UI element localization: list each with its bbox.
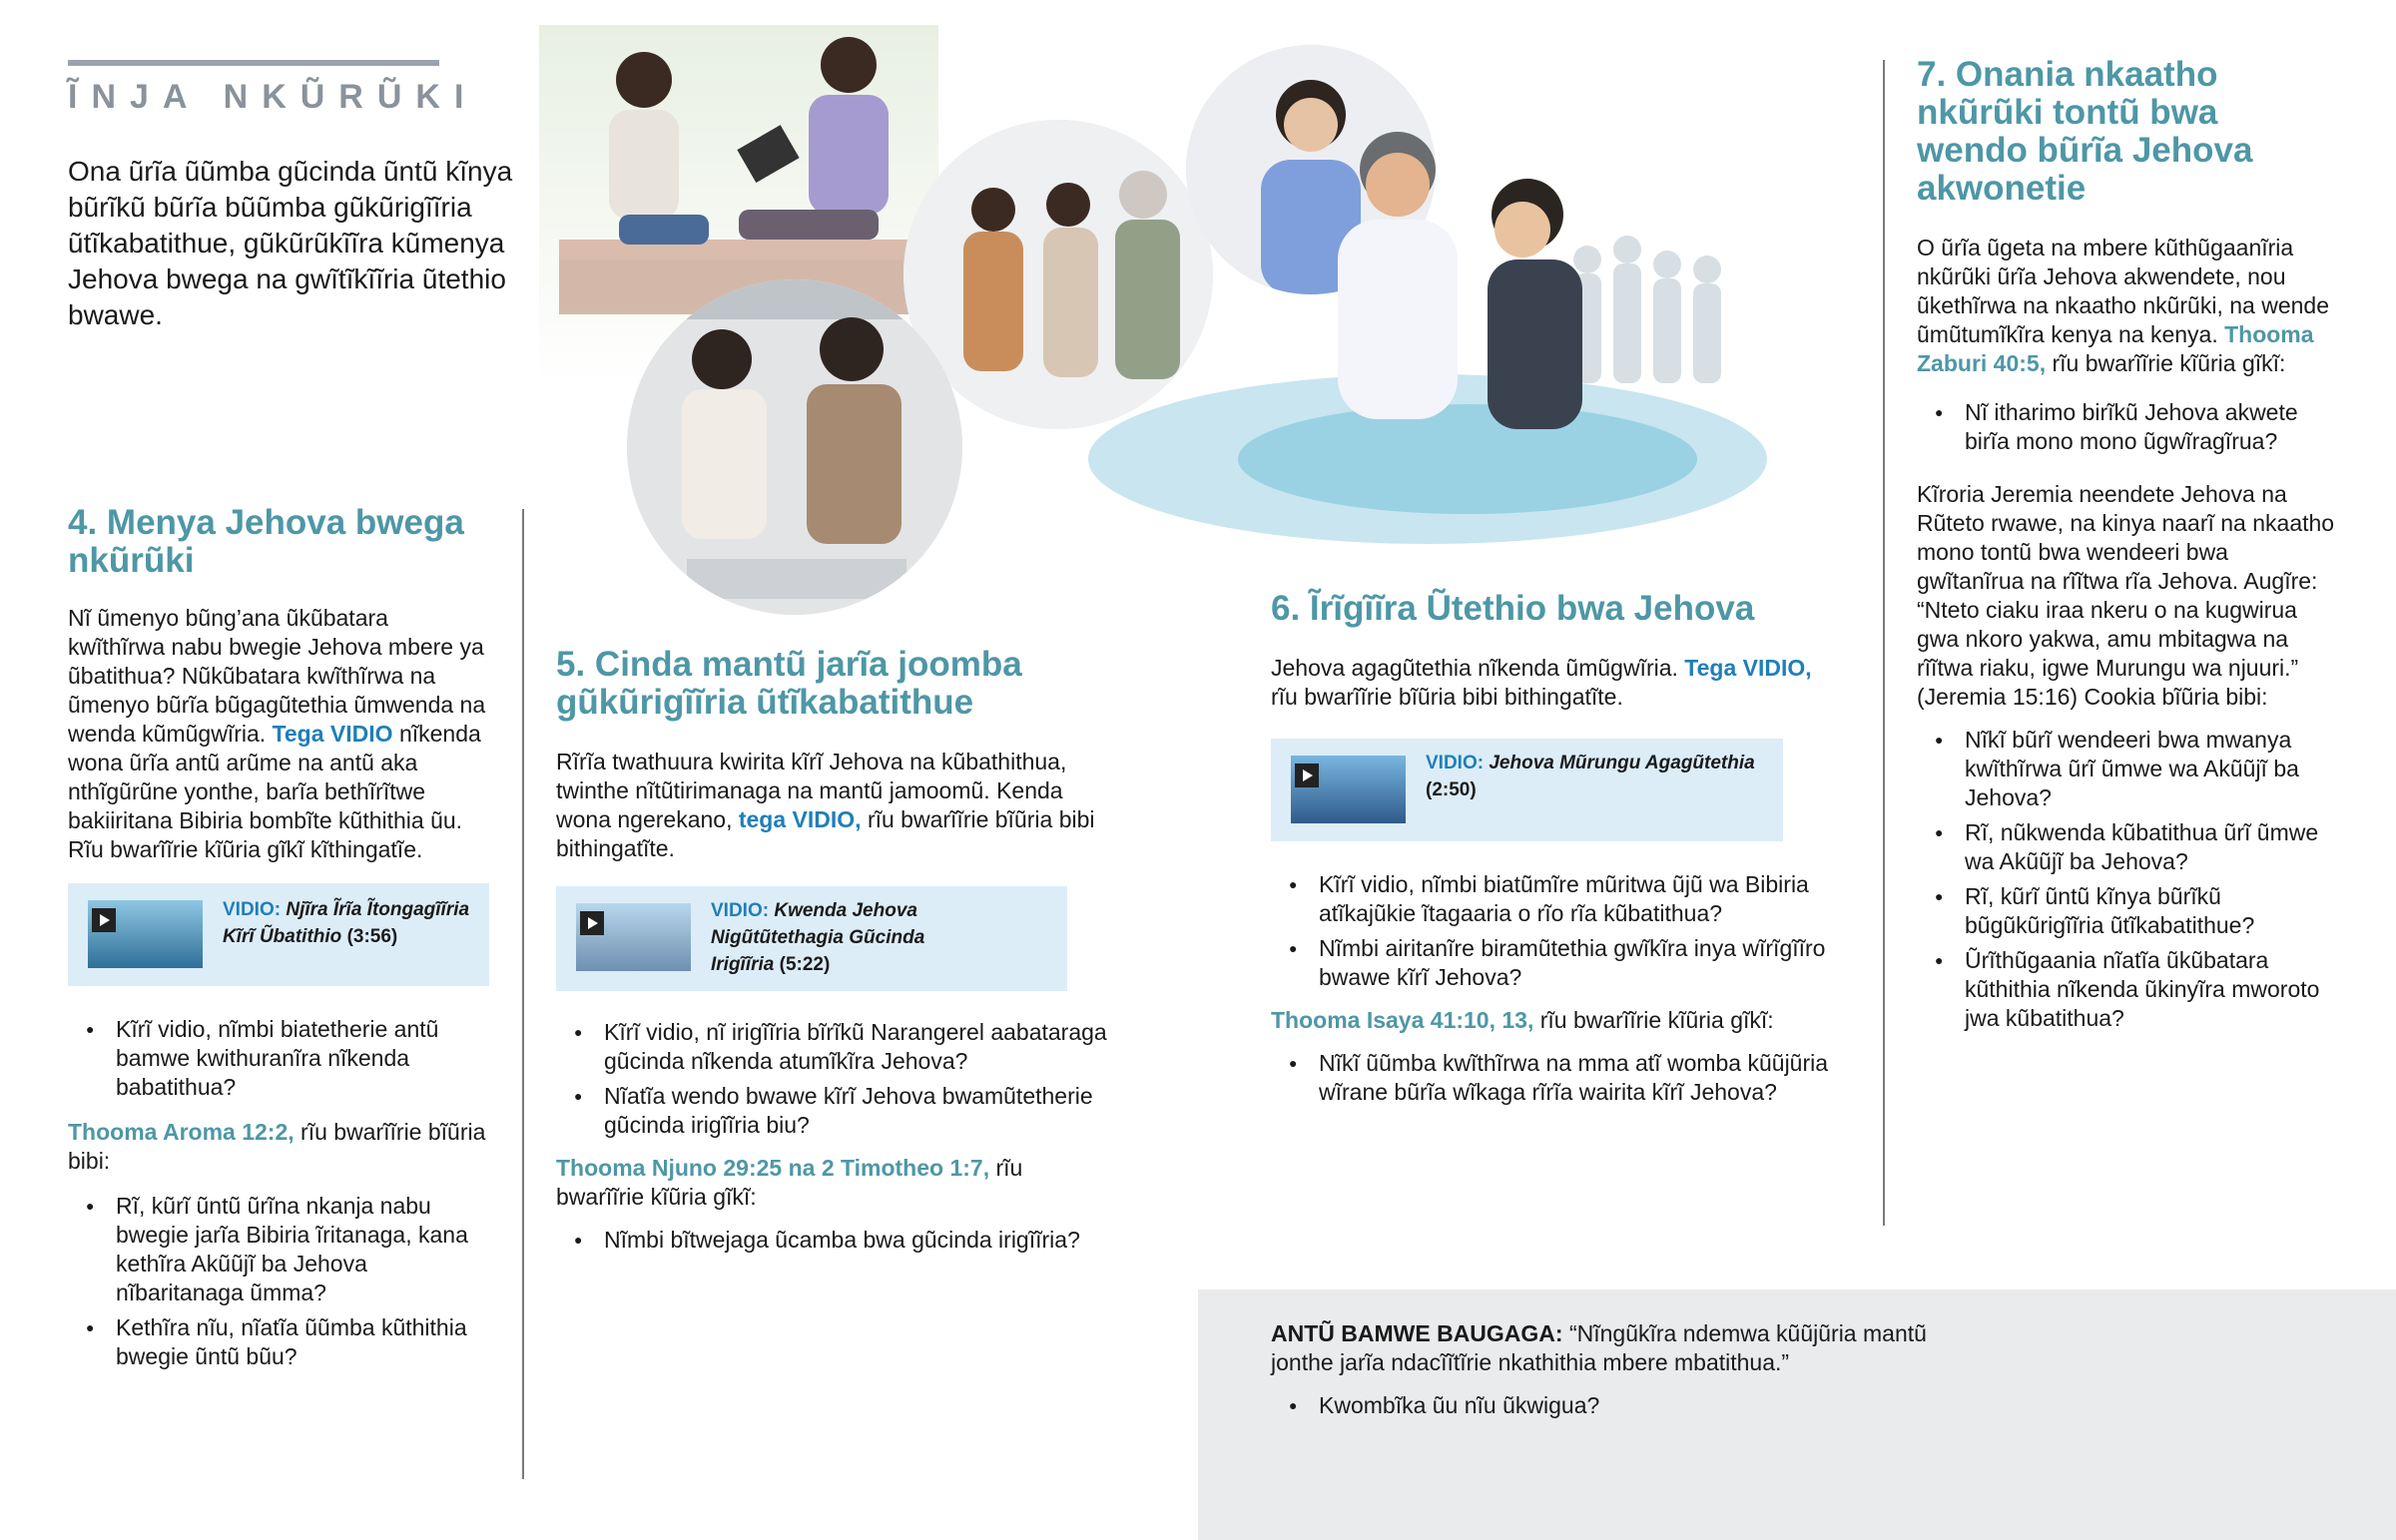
section-6-paragraph [1271,654,1830,712]
video-title: Njĩra Ĩrĩa Ĩtongagĩĩria Kĩrĩ Ũbatithio [223,899,470,947]
scripture-link[interactable]: Thooma Zaburi 40:5, [1917,321,2314,376]
section-4-title: 4. Menya Jehova bwega nkũrũki [68,503,464,580]
question-item: ● Rĩ, kũrĩ ũntũ ũrĩna nkanja nabu bwegie jarĩa Bibiria ĩritanaga, kana kethĩra Akũũjĩ ba Jehova nĩbaritanaga ũmma? [68,1192,487,1307]
header-rule [68,60,439,66]
play-icon[interactable] [580,911,604,935]
question-item: ● Rĩ, kũrĩ ũntũ kĩnya bũrĩkũ bũgũkũrigĩĩria ũtĩkabatithue? [1917,882,2336,940]
section-6-questions [1271,870,1850,1113]
section-5-paragraph [556,748,1115,863]
some-say-quote [1271,1319,1970,1377]
section-6 [1271,590,1830,712]
video-title: Jehova Mũrungu Agagũtethia [1489,753,1755,773]
section-4-video-link[interactable]: Tega VIDIO [272,721,393,747]
section-6-video-card[interactable] [1271,739,1783,841]
some-say-label: ANTŨ BAMWE BAUGAGA: [1271,1320,1563,1346]
section-7-title: 7. Onania nkaatho nkũrũki tontũ bwa wendo bũrĩa Jehova akwonetie [1917,55,2253,208]
video-caption [1426,750,1765,803]
section-4-video-card[interactable] [68,883,489,986]
section-5-title: 5. Cinda mantũ jarĩa joomba gũkũrigĩĩria ũtĩkabatithue [556,645,1022,722]
video-thumbnail [576,903,691,971]
question-item: ● Nĩ itharimo birĩkũ Jehova akwete birĩa mono mono ũgwĩragĩrua? [1917,398,2336,456]
some-say-box [1198,1289,2396,1540]
page-title: ĨNJA NKŨRŨKI [68,78,478,116]
video-title: Kwenda Jehova Nigũtũtethagia Gũcinda Irigĩĩria [711,900,925,975]
question-item: ● Kethĩra nĩu, nĩatĩa ũũmba kũthithia bwegie ũntũ bũu? [68,1313,487,1371]
question-item: ● Rĩ, nũkwenda kũbatithua ũrĩ ũmwe wa Akũũjĩ ba Jehova? [1917,818,2336,876]
read-instruction-text: rĩu bwarĩĩrie bĩũria bibi: [68,1119,486,1174]
question-item: ● Kĩrĩ vidio, nĩmbi biatetherie antũ bamwe kwithuranĩra nĩkenda babatithua? [68,1015,487,1102]
section-6-video-link[interactable]: Tega VIDIO, [1684,655,1812,681]
column-divider [1883,60,1885,1226]
question-item: ● Kĩrĩ vidio, nĩ irigĩĩria bĩrĩkũ Narangerel aabataraga gũcinda nĩkenda atumĩkĩra Jehova? [556,1018,1115,1076]
scripture-link[interactable]: Thooma Isaya 41:10, 13, [1271,1007,1534,1033]
scripture-link[interactable]: Thooma Aroma 12:2, [68,1119,295,1145]
video-caption [711,897,940,978]
video-label: VIDIO: [223,899,282,920]
play-icon[interactable] [1295,764,1319,787]
section-5-text: Rĩrĩa twathuura kwirita kĩrĩ Jehova na kũbathithua, twinthe nĩtũtirimanaga na mantũ jamoomũ. Kenda wona ngerekano, [556,749,1067,832]
section-4-text: Nĩ ũmenyo bũng’ana ũkũbatara kwĩthĩrwa nabu bwegie Jehova mbere ya ũbatithua? Nũkũbatara kwĩthĩrwa na ũmenyo bũrĩa bũgagũtethia ũmwenda na wenda kũmũgwĩria. [68,605,486,747]
section-5-video-card[interactable] [556,886,1067,991]
read-instruction-text: rĩu bwarĩĩrie kĩũria gĩkĩ: [556,1155,1023,1210]
video-label: VIDIO: [711,900,770,921]
section-5-video-link[interactable]: tega VIDIO, [738,806,862,832]
read-instruction [556,1154,1115,1212]
video-label: VIDIO: [1426,753,1485,773]
read-instruction-text: rĩu bwarĩĩrie kĩũria gĩkĩ: [1539,1007,1774,1033]
video-thumbnail [1291,756,1406,823]
read-instruction [1271,1006,1850,1035]
video-caption [223,896,477,950]
question-item: ● Kwombĩka ũu nĩu ũkwigua? [1271,1391,1970,1420]
section-6-title: 6. Ĩrĩgĩĩra Ũtethio bwa Jehova [1271,589,1755,628]
question-item: ● Nĩatĩa wendo bwawe kĩrĩ Jehova bwamũtetherie gũcinda irigĩĩria biu? [556,1082,1115,1140]
section-5 [556,646,1115,863]
section-5-text-cont: rĩu bwarĩĩrie bĩũria bibi bithingatĩte. [556,806,1095,861]
section-4-text-cont: nĩkenda wona ũrĩa antũ arũme na antũ aka nthĩgũrũne yonthe, barĩa bethĩrĩtwe bakiiritana Bibiria bombĩte kũthithia ũu. Rĩu bwarĩĩrie kĩũria gĩkĩ kĩthingatĩe. [68,721,481,862]
scripture-link[interactable]: Thooma Njuno 29:25 na 2 Timotheo 1:7, [556,1155,990,1181]
illustration-baptism [1068,130,1787,579]
question-item: ● Nĩmbi bĩtwejaga ũcamba bwa gũcinda irigĩĩria? [556,1226,1115,1255]
question-item: ● Nĩkĩ ũũmba kwĩthĩrwa na mma atĩ womba kũũjũria wĩrane bũrĩa wĩkaga rĩrĩa wairita kĩrĩ Jehova? [1271,1049,1850,1107]
section-7-paragraph [1917,234,2336,378]
section-7 [1917,56,2336,1039]
section-4-questions [68,1015,487,1377]
intro-text: Ona ũrĩa ũũmba gũcinda ũntũ kĩnya bũrĩkũ bũrĩa bũũmba gũkũrigĩĩria ũtĩkabatithue, gũkũrũkĩĩra kũmenya Jehova bwega na gwĩtĩkĩĩria ũtethio bwawe. [68,156,513,330]
video-duration: (5:22) [779,954,831,975]
column-divider [522,509,524,1479]
read-instruction [68,1118,487,1176]
video-thumbnail [88,900,203,968]
section-6-text-cont: rĩu bwarĩĩrie bĩũria bibi bithingatĩte. [1271,684,1623,710]
section-7-paragraph-2: Kĩroria Jeremia neendete Jehova na Rũteto rwawe, na kinya naarĩ na nkaatho mono tontũ bwa wendeeri bwa gwĩtanĩrua na rĩĩtwa rĩa Jehova. Augĩre: “Nteto ciaku iraa nkeru o na kugwirua gwa nkoro yakwa, amu mbitagwa na rĩĩtwa riaku, igwe Murungu wa njuuri.” (Jeremia 15:16) Cookia bĩũria bibi: [1917,481,2335,710]
question-item: ● Nĩmbi airitanĩre biramũtethia gwĩkĩra inya wĩrĩgĩĩro bwawe kĩrĩ Jehova? [1271,934,1850,992]
some-say-text: “Nĩngũkĩra ndemwa kũũjũria mantũ jonthe jarĩa ndacĩĩtĩrie nkathithia mbere mbatithua.” [1271,1320,1927,1375]
section-5-questions [556,1018,1115,1261]
section-4-paragraph [68,604,487,864]
question-item: ● Ũrĩthũgaania nĩatĩa ũkũbatara kũthithia nĩkenda ũkinyĩra mworoto jwa kũbatithua? [1917,946,2336,1033]
section-4 [68,504,487,864]
video-duration: (2:50) [1426,779,1477,800]
question-item: ● Nĩkĩ bũrĩ wendeeri bwa mwanya kwĩthĩrwa ũrĩ ũmwe wa Akũũjĩ ba Jehova? [1917,726,2336,812]
illustration-workplace-circle [627,279,962,615]
section-6-text: Jehova agagũtethia nĩkenda ũmũgwĩria. [1271,655,1678,681]
section-7-text-cont: rĩu bwarĩĩrie kĩũria gĩkĩ: [2052,350,2286,376]
play-icon[interactable] [92,908,116,932]
question-item: ● Kĩrĩ vidio, nĩmbi biatũmĩre mũritwa ũjũ wa Bibiria atĩkajũkie ĩtagaaria o rĩo rĩa kũbatithua? [1271,870,1850,928]
section-7-text: O ũrĩa ũgeta na mbere kũthũgaanĩria nkũrũki ũrĩa Jehova akwendete, nou ũkethĩrwa na nkaatho nkũrũki, na wende ũmũtumĩkĩra kenya na kenya. [1917,235,2329,347]
video-duration: (3:56) [346,926,398,947]
